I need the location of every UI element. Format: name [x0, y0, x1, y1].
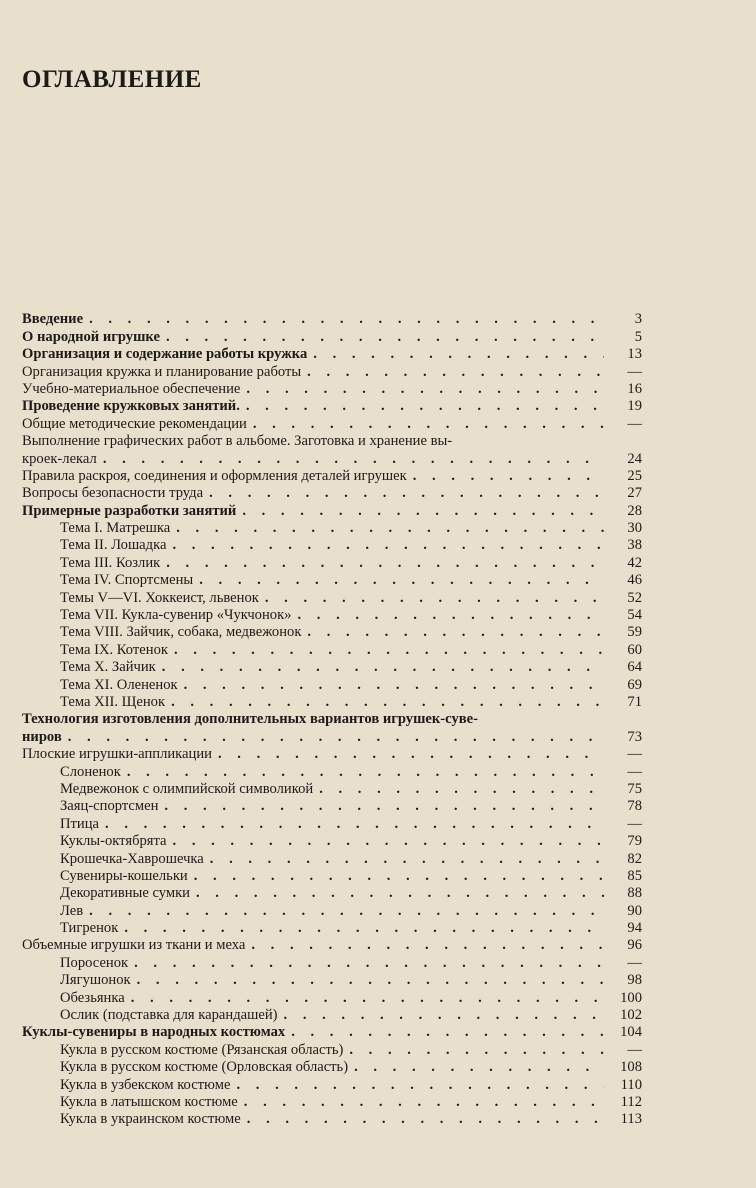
toc-entry-page: 28 — [627, 502, 642, 519]
toc-entry-title: Кукла в латышском костюме — [60, 1093, 238, 1110]
dot-leader — [319, 781, 604, 798]
toc-entry — [22, 920, 642, 937]
toc-entry — [22, 885, 642, 902]
toc-entry-page: 69 — [627, 676, 642, 693]
dot-leader — [307, 624, 604, 641]
toc-entry-page: — — [627, 815, 642, 832]
toc-entry-title: Тема VIII. Зайчик, собака, медвежонок — [60, 624, 302, 641]
toc-entry-title: Кукла в русском костюме (Орловская область) — [60, 1059, 349, 1076]
toc-entry-page: 19 — [627, 398, 642, 415]
toc-entry-page: 54 — [627, 607, 642, 624]
toc-entry-title: Тема IX. Котенок — [60, 641, 168, 658]
toc-entry — [22, 363, 642, 380]
toc-entry-title: Учебно-материальное обеспечение — [22, 380, 241, 397]
toc-entry-page: 59 — [627, 624, 642, 641]
dot-leader — [164, 798, 604, 815]
toc-entry — [22, 485, 642, 502]
toc-entry-title: Тема I. Матрешка — [60, 520, 171, 537]
toc-entry — [22, 1007, 642, 1024]
toc-entry — [22, 537, 642, 554]
toc-entry — [22, 746, 642, 763]
toc-entry-title: Сувениры-кошельки — [60, 867, 188, 884]
dot-leader — [199, 572, 604, 589]
toc-entry-title: Тема VII. Кукла-сувенир «Чукчонок» — [60, 607, 292, 624]
dot-leader — [246, 381, 604, 398]
toc-entry — [22, 641, 642, 658]
toc-entry — [22, 763, 642, 780]
toc-entry — [22, 659, 642, 676]
toc-entry-page: 113 — [620, 1111, 642, 1128]
dot-leader — [291, 1024, 604, 1041]
toc-entry-title: Плоские игрушки-аппликации — [22, 746, 212, 763]
toc-entry — [22, 520, 642, 537]
toc-entry-page: 90 — [627, 902, 642, 919]
toc-entry — [22, 450, 642, 467]
dot-leader — [137, 972, 604, 989]
toc-entry — [22, 311, 642, 328]
dot-leader — [124, 920, 604, 937]
toc-entry-page: 25 — [627, 467, 642, 484]
toc-entry-title: Темы V—VI. Хоккеист, львенок — [60, 589, 259, 606]
toc-entry-title: Птица — [60, 815, 100, 832]
toc-entry-page: 27 — [627, 485, 642, 502]
toc-entry-page: 102 — [620, 1007, 642, 1024]
toc-entry — [22, 554, 642, 571]
toc-entry-page: — — [627, 415, 642, 432]
toc-entry — [22, 502, 642, 519]
toc-entry — [22, 1059, 642, 1076]
dot-leader — [176, 520, 604, 537]
toc-entry — [22, 972, 642, 989]
dot-leader — [196, 885, 604, 902]
toc-entry — [22, 589, 642, 606]
dot-leader — [297, 607, 604, 624]
toc-entry — [22, 1094, 642, 1111]
toc-entry-page: 30 — [627, 520, 642, 537]
toc-entry-title: Объемные игрушки из ткани и меха — [22, 937, 246, 954]
toc-entry-title: Тема III. Козлик — [60, 554, 161, 571]
page-title: ОГЛАВЛЕНИЕ — [22, 66, 202, 93]
toc-entry-title: Заяц-спортсмен — [60, 798, 159, 815]
toc-entry-title: Примерные разработки занятий — [22, 502, 237, 519]
toc-entry — [22, 607, 642, 624]
toc-entry — [22, 328, 642, 345]
toc-entry-title: Лев — [60, 902, 84, 919]
dot-leader — [209, 485, 604, 502]
toc-entry — [22, 798, 642, 815]
toc-entry-page: — — [627, 363, 642, 380]
toc-entry-page: — — [627, 954, 642, 971]
toc-entry-page: 60 — [627, 641, 642, 658]
toc-entry-page: 52 — [627, 589, 642, 606]
toc-entry-title: Технология изготовления дополнительных вариантов игрушек-суве- — [22, 711, 478, 728]
toc-entry-page: — — [627, 1041, 642, 1058]
toc-entry — [22, 902, 642, 919]
dot-leader — [171, 694, 604, 711]
toc-entry-title: Кукла в украинском костюме — [60, 1111, 241, 1128]
toc-entry — [22, 728, 642, 745]
toc-entry-page: 110 — [620, 1076, 642, 1093]
dot-leader — [242, 503, 604, 520]
toc-entry-title: Обезьянка — [60, 989, 125, 1006]
toc-entry-title: Проведение кружковых занятий. — [22, 398, 240, 415]
dot-leader — [253, 416, 604, 433]
toc-entry-title: Тигренок — [60, 920, 119, 937]
dot-leader — [251, 937, 604, 954]
toc-entry-title: Тема X. Зайчик — [60, 659, 156, 676]
toc-entry-title: Тема II. Лошадка — [60, 537, 167, 554]
toc-entry-title: Выполнение графических работ в альбоме. Заготовка и хранение вы- — [22, 433, 453, 450]
dot-leader — [105, 816, 604, 833]
dot-leader — [194, 868, 604, 885]
toc-entry-title: Организация кружка и планирование работы — [22, 363, 302, 380]
dot-leader — [247, 1111, 604, 1128]
toc-entry-page: 46 — [627, 572, 642, 589]
toc-entry-page: 79 — [627, 833, 642, 850]
dot-leader — [284, 1007, 604, 1024]
toc-entry-title: Лягушонок — [60, 972, 131, 989]
toc-entry-title: Крошечка-Хаврошечка — [60, 850, 204, 867]
toc-entry — [22, 1111, 642, 1128]
toc-entry — [22, 989, 642, 1006]
toc-entry-page: 108 — [620, 1059, 642, 1076]
toc-entry — [22, 381, 642, 398]
toc-entry-title: Слоненок — [60, 763, 121, 780]
toc-entry — [22, 954, 642, 971]
toc-entry-page: 96 — [627, 937, 642, 954]
toc-entry-title: Декоративные сумки — [60, 885, 190, 902]
toc-entry-title: Медвежонок с олимпийской символикой — [60, 780, 314, 797]
toc-entry-page: 42 — [627, 554, 642, 571]
toc-entry-page: — — [627, 763, 642, 780]
toc-entry-page: 38 — [627, 537, 642, 554]
dot-leader — [131, 990, 604, 1007]
toc-entry-page: — — [627, 746, 642, 763]
toc-entry-page: 98 — [627, 972, 642, 989]
toc-entry — [22, 415, 642, 432]
toc-entry-title: Правила раскроя, соединения и оформления деталей игрушек — [22, 467, 407, 484]
dot-leader — [413, 468, 604, 485]
toc-entry-page: 100 — [620, 989, 642, 1006]
toc-entry — [22, 624, 642, 641]
toc-entry-page: 94 — [627, 920, 642, 937]
toc-entry-page: 104 — [620, 1024, 642, 1041]
toc-entry-page: 78 — [627, 798, 642, 815]
dot-leader — [89, 903, 604, 920]
toc-entry-page: 16 — [627, 380, 642, 397]
toc-entry-title: Поросенок — [60, 954, 129, 971]
toc-entry-page: 73 — [627, 728, 642, 745]
toc-entry-title: кроек-лекал — [22, 450, 97, 467]
toc-entry-page: 3 — [634, 311, 642, 328]
dot-leader — [103, 451, 604, 468]
dot-leader — [134, 955, 604, 972]
toc-entry — [22, 711, 642, 728]
toc-entry-title: Тема IV. Спортсмены — [60, 572, 194, 589]
toc-entry — [22, 868, 642, 885]
toc-entry — [22, 433, 642, 450]
toc-entry-page: 112 — [620, 1093, 642, 1110]
toc-entry-title: Введение — [22, 311, 84, 328]
toc-entry — [22, 833, 642, 850]
dot-leader — [210, 851, 604, 868]
toc-entry-title: Вопросы безопасности труда — [22, 485, 204, 502]
dot-leader — [172, 537, 604, 554]
toc-entry — [22, 572, 642, 589]
toc-entry-page: 75 — [627, 780, 642, 797]
dot-leader — [313, 346, 604, 363]
dot-leader — [246, 398, 604, 415]
toc-entry — [22, 1076, 642, 1093]
toc-entry — [22, 676, 642, 693]
toc-entry — [22, 1041, 642, 1058]
toc-entry — [22, 781, 642, 798]
dot-leader — [166, 329, 604, 346]
toc-entry-page: 13 — [627, 346, 642, 363]
toc-entry-page: 71 — [627, 693, 642, 710]
toc-entry — [22, 1024, 642, 1041]
dot-leader — [349, 1042, 604, 1059]
dot-leader — [89, 311, 604, 328]
toc-entry-page: 88 — [627, 885, 642, 902]
dot-leader — [173, 833, 604, 850]
table-of-contents — [22, 311, 642, 1128]
toc-entry-page: 85 — [627, 867, 642, 884]
toc-entry-title: Тема XII. Щенок — [60, 693, 166, 710]
toc-entry — [22, 468, 642, 485]
toc-entry-page: 82 — [627, 850, 642, 867]
toc-entry — [22, 346, 642, 363]
toc-entry-title: Организация и содержание работы кружка — [22, 346, 308, 363]
dot-leader — [162, 659, 604, 676]
dot-leader — [68, 729, 604, 746]
toc-entry — [22, 815, 642, 832]
toc-entry — [22, 398, 642, 415]
toc-entry — [22, 850, 642, 867]
toc-entry — [22, 937, 642, 954]
dot-leader — [166, 555, 604, 572]
toc-entry-title: Ослик (подставка для карандашей) — [60, 1007, 278, 1024]
toc-entry-title: ниров — [22, 728, 62, 745]
toc-entry-title: Куклы-сувениры в народных костюмах — [22, 1024, 286, 1041]
toc-entry-title: О народной игрушке — [22, 328, 160, 345]
dot-leader — [244, 1094, 604, 1111]
dot-leader — [184, 677, 604, 694]
dot-leader — [127, 764, 604, 781]
dot-leader — [174, 642, 604, 659]
toc-entry-page: 24 — [627, 450, 642, 467]
toc-entry-title: Кукла в русском костюме (Рязанская область) — [60, 1041, 344, 1058]
dot-leader — [354, 1059, 604, 1076]
dot-leader — [265, 590, 604, 607]
toc-entry-title: Кукла в узбекском костюме — [60, 1076, 231, 1093]
dot-leader — [218, 746, 604, 763]
toc-entry — [22, 694, 642, 711]
dot-leader — [237, 1077, 605, 1094]
toc-entry-page: 5 — [634, 328, 642, 345]
toc-entry-page: 64 — [627, 659, 642, 676]
toc-entry-title: Общие методические рекомендации — [22, 415, 247, 432]
toc-entry-title: Куклы-октябрята — [60, 833, 167, 850]
dot-leader — [307, 364, 604, 381]
toc-entry-title: Тема XI. Олененок — [60, 676, 178, 693]
